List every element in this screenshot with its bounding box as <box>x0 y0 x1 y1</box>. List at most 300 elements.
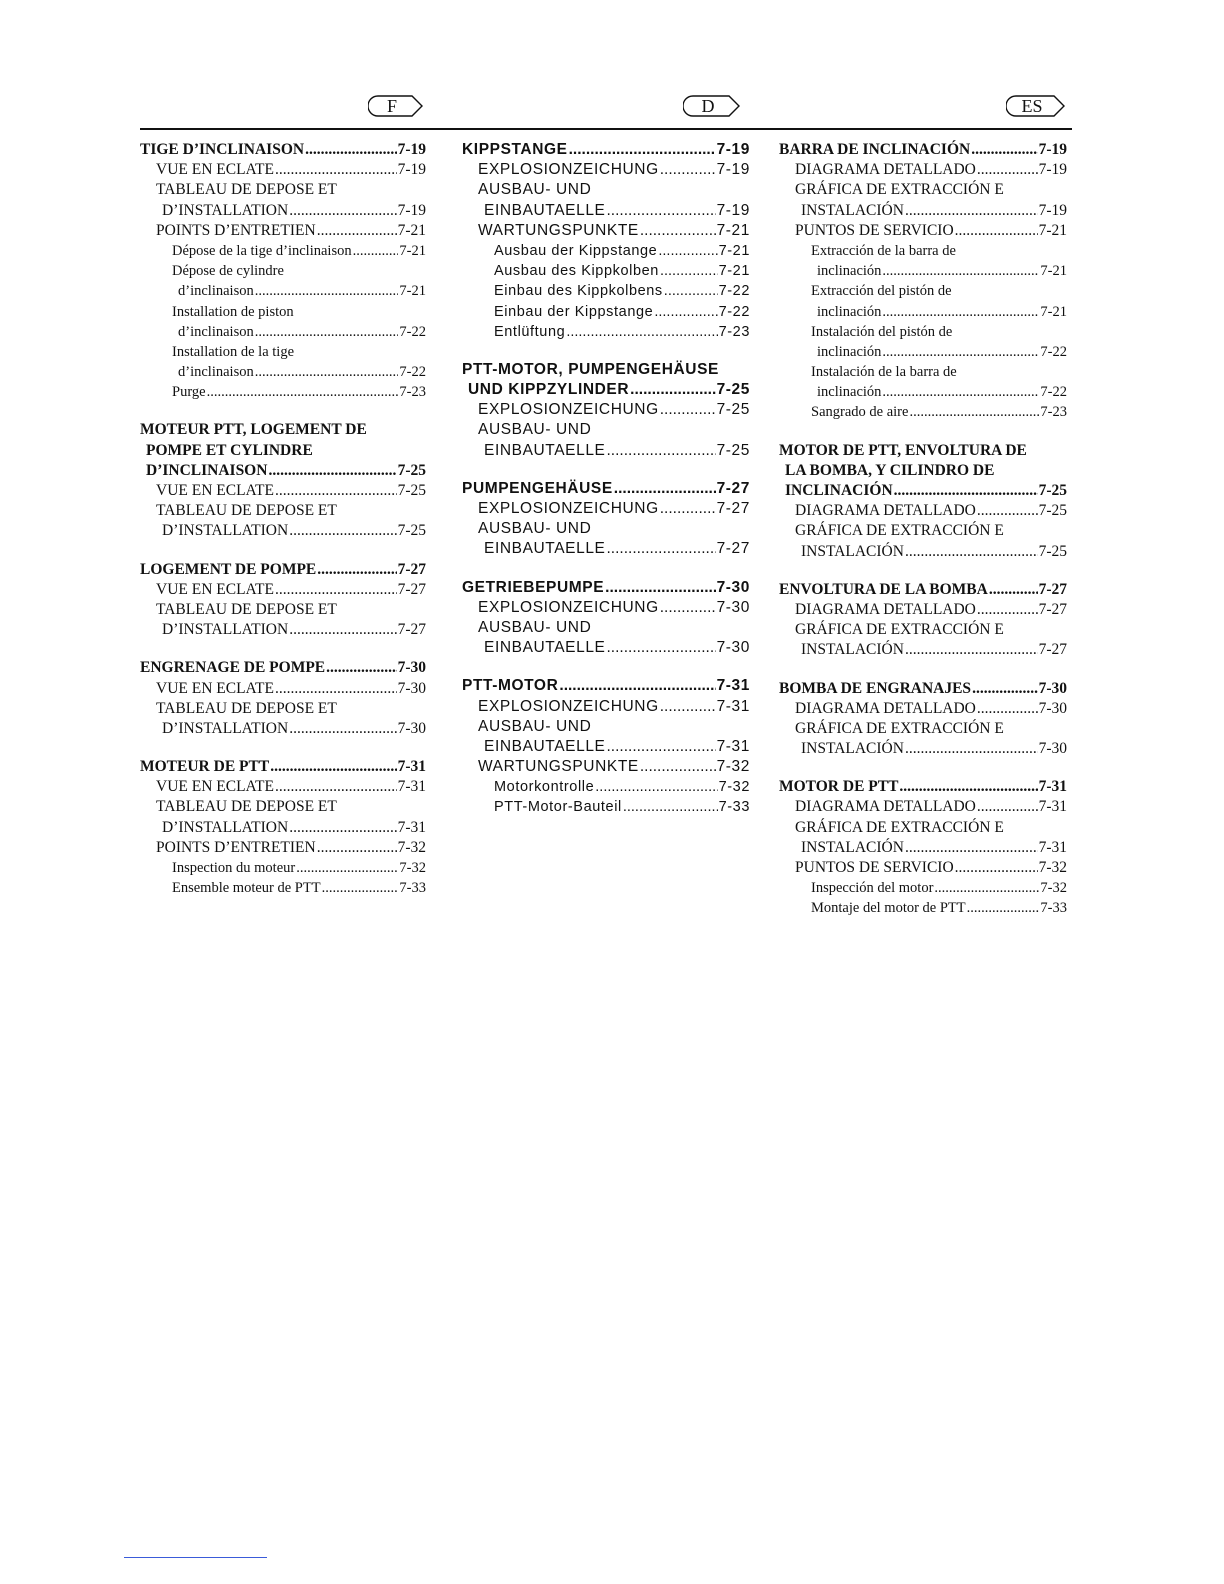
toc-column-spanish <box>779 140 1067 937</box>
toc-entry[interactable] <box>462 797 750 817</box>
dot-leader <box>275 679 397 699</box>
toc-entry-title: MOTOR DE PTT, ENVOLTURA DE <box>779 441 1027 459</box>
toc-entry[interactable] <box>779 600 1067 620</box>
toc-entry-title: D’INSTALLATION <box>162 522 289 540</box>
toc-entry[interactable] <box>462 598 750 618</box>
toc-page-number: 7-25 <box>397 522 426 540</box>
toc-entry[interactable] <box>462 717 750 737</box>
toc-entry-title: TABLEAU DE DEPOSE ET <box>156 699 337 717</box>
toc-entry-title: INSTALACIÓN <box>801 201 904 219</box>
toc-entry-title: Ausbau der Kippstange <box>494 242 658 259</box>
dot-leader <box>894 481 1038 501</box>
toc-section <box>140 140 426 402</box>
toc-heading[interactable] <box>462 578 750 598</box>
dot-leader <box>305 140 397 160</box>
toc-entry[interactable] <box>779 620 1067 640</box>
dot-leader <box>623 797 718 817</box>
toc-page-number: 7-21 <box>397 221 426 239</box>
toc-entry[interactable] <box>462 499 750 519</box>
toc-page-number: 7-30 <box>1038 679 1067 697</box>
dot-leader <box>255 322 399 342</box>
toc-entry-title: Dépose de la tige d’inclinaison <box>172 242 352 259</box>
dot-leader <box>971 140 1037 160</box>
toc-entry[interactable] <box>779 302 1067 322</box>
toc-entry-title: TABLEAU DE DEPOSE ET <box>156 181 337 199</box>
toc-entry-title: Inspection du moteur <box>172 860 296 876</box>
language-badge-de <box>683 94 741 118</box>
toc-entry-title: D’INCLINAISON <box>146 461 268 479</box>
toc-section <box>140 420 426 541</box>
toc-entry[interactable] <box>140 620 426 640</box>
toc-entry[interactable] <box>462 441 750 461</box>
toc-page-number: 7-19 <box>1038 141 1067 158</box>
toc-section <box>779 140 1067 423</box>
toc-heading[interactable] <box>140 441 426 461</box>
toc-entry[interactable] <box>140 221 426 241</box>
toc-page-number: 7-31 <box>1038 838 1067 856</box>
toc-entry-title: INSTALACIÓN <box>801 641 904 659</box>
toc-page-number: 7-31 <box>1038 798 1067 816</box>
toc-entry-title: EINBAUTAELLE <box>484 737 606 755</box>
toc-entry-title: UND KIPPZYLINDER <box>468 381 630 399</box>
toc-entry-title: ENVOLTURA DE LA BOMBA <box>779 580 988 598</box>
toc-entry[interactable] <box>140 521 426 541</box>
toc-section <box>462 578 750 659</box>
toc-heading[interactable] <box>779 441 1067 461</box>
toc-page-number: 7-23 <box>399 384 426 401</box>
dot-leader <box>255 281 399 301</box>
dot-leader <box>296 858 398 878</box>
toc-entry-title: Montaje del motor de PTT <box>811 900 966 917</box>
toc-page-number: 7-22 <box>1040 343 1067 360</box>
toc-entry[interactable] <box>462 400 750 420</box>
dot-leader <box>977 501 1038 521</box>
toc-column-german <box>462 140 750 836</box>
toc-section <box>462 479 750 560</box>
dot-leader <box>905 640 1038 660</box>
toc-page-number: 7-23 <box>1040 404 1067 421</box>
toc-section <box>779 441 1067 562</box>
toc-heading[interactable] <box>140 140 426 160</box>
toc-entry-title: LA BOMBA, Y CILINDRO DE <box>785 461 995 479</box>
toc-entry-title: DIAGRAMA DETALLADO <box>795 600 976 618</box>
toc-page-number: 7-21 <box>718 242 750 259</box>
dot-leader <box>275 580 397 600</box>
toc-page-number: 7-22 <box>718 303 750 320</box>
toc-entry-title: LOGEMENT DE POMPE <box>140 560 317 578</box>
dot-leader <box>289 719 396 739</box>
toc-entry[interactable] <box>140 362 426 382</box>
toc-page-number: 7-21 <box>1038 221 1067 239</box>
toc-entry[interactable] <box>462 638 750 658</box>
toc-entry-title: MOTEUR DE PTT <box>140 758 270 776</box>
toc-page-number: 7-31 <box>716 677 750 695</box>
dot-leader <box>289 818 396 838</box>
toc-entry[interactable] <box>140 160 426 180</box>
toc-entry[interactable] <box>462 160 750 180</box>
toc-page-number: 7-25 <box>1038 542 1067 560</box>
toc-entry-title: DIAGRAMA DETALLADO <box>795 798 976 816</box>
toc-heading[interactable] <box>140 658 426 678</box>
dot-leader <box>989 580 1038 600</box>
toc-heading[interactable] <box>462 479 750 499</box>
toc-heading[interactable] <box>779 481 1067 501</box>
toc-entry[interactable] <box>462 302 750 322</box>
badge-label: ES <box>1021 95 1043 116</box>
toc-heading[interactable] <box>779 679 1067 699</box>
toc-entry[interactable] <box>140 180 426 200</box>
toc-page-number: 7-25 <box>716 441 750 459</box>
toc-entry-title: TABLEAU DE DEPOSE ET <box>156 798 337 816</box>
toc-page-number: 7-31 <box>397 818 426 836</box>
dot-leader <box>595 777 717 797</box>
toc-entry[interactable] <box>779 898 1067 918</box>
toc-entry[interactable] <box>779 160 1067 180</box>
toc-entry-title: BARRA DE INCLINACIÓN <box>779 141 971 158</box>
toc-entry-title: EXPLOSIONZEICHUNG <box>478 161 659 179</box>
dot-leader <box>353 241 399 261</box>
dot-leader <box>977 699 1038 719</box>
toc-page-number: 7-27 <box>716 540 750 558</box>
toc-entry-title: Dépose de cylindre <box>172 263 284 280</box>
toc-page-number: 7-21 <box>716 221 750 239</box>
toc-entry-title: GRÁFICA DE EXTRACCIÓN E <box>795 719 1004 737</box>
dot-leader <box>660 160 716 180</box>
toc-entry-title: BOMBA DE ENGRANAJES <box>779 679 972 697</box>
dot-leader <box>606 539 715 559</box>
toc-entry[interactable] <box>140 501 426 521</box>
toc-page-number: 7-25 <box>397 461 426 479</box>
toc-page-number: 7-27 <box>1038 600 1067 618</box>
toc-page-number: 7-31 <box>397 778 426 796</box>
toc-entry[interactable] <box>779 382 1067 402</box>
toc-entry-title: D’INSTALLATION <box>162 201 289 219</box>
toc-page-number: 7-32 <box>716 758 750 776</box>
toc-entry[interactable] <box>140 777 426 797</box>
toc-page-number: 7-25 <box>1038 482 1067 499</box>
toc-entry[interactable] <box>462 777 750 797</box>
dot-leader <box>207 382 399 402</box>
toc-entry-title: AUSBAU- UND <box>478 717 592 735</box>
toc-page-number: 7-27 <box>397 560 426 578</box>
toc-page-number: 7-21 <box>718 263 750 280</box>
dot-leader <box>317 560 396 580</box>
toc-column-french <box>140 140 426 916</box>
toc-page-number: 7-33 <box>718 799 750 816</box>
toc-entry[interactable] <box>779 858 1067 878</box>
toc-entry[interactable] <box>462 737 750 757</box>
toc-entry[interactable] <box>779 322 1067 342</box>
toc-section <box>779 580 1067 661</box>
toc-page-number: 7-32 <box>397 838 426 856</box>
toc-entry-title: VUE EN ECLATE <box>156 580 274 598</box>
toc-entry[interactable] <box>140 797 426 817</box>
toc-entry-title: INSTALACIÓN <box>801 740 904 758</box>
toc-entry-title: GRÁFICA DE EXTRACCIÓN E <box>795 621 1004 639</box>
toc-entry[interactable] <box>462 221 750 241</box>
toc-entry[interactable] <box>462 757 750 777</box>
toc-entry-title: Purge <box>172 384 206 401</box>
toc-page-number: 7-21 <box>1040 263 1067 280</box>
toc-heading[interactable] <box>779 140 1067 160</box>
toc-entry-title: inclinación <box>817 303 882 320</box>
toc-page-number: 7-19 <box>397 141 426 158</box>
toc-entry-title: Extracción de la barra de <box>811 242 956 259</box>
toc-entry[interactable] <box>779 739 1067 759</box>
toc-entry-title: INSTALACIÓN <box>801 542 904 560</box>
toc-page-number: 7-21 <box>399 242 426 259</box>
toc-entry-title: DIAGRAMA DETALLADO <box>795 502 976 520</box>
toc-entry[interactable] <box>779 719 1067 739</box>
toc-entry-title: ENGRENAGE DE POMPE <box>140 659 326 677</box>
toc-entry-title: GRÁFICA DE EXTRACCIÓN E <box>795 818 1004 836</box>
toc-entry[interactable] <box>140 878 426 898</box>
toc-page-number: 7-30 <box>397 719 426 737</box>
toc-entry[interactable] <box>779 221 1067 241</box>
toc-entry[interactable] <box>779 501 1067 521</box>
toc-entry-title: D’INSTALLATION <box>162 818 289 836</box>
toc-entry-title: WARTUNGSPUNKTE <box>478 758 639 776</box>
dot-leader <box>664 281 718 301</box>
toc-entry[interactable] <box>779 261 1067 281</box>
toc-entry-title: DIAGRAMA DETALLADO <box>795 161 976 179</box>
toc-entry[interactable] <box>140 241 426 261</box>
toc-entry[interactable] <box>140 719 426 739</box>
toc-entry-title: INCLINACIÓN <box>785 482 893 499</box>
toc-section <box>779 679 1067 760</box>
toc-entry[interactable] <box>140 481 426 501</box>
toc-entry[interactable] <box>779 878 1067 898</box>
toc-heading[interactable] <box>140 461 426 481</box>
dot-leader <box>905 838 1038 858</box>
toc-entry[interactable] <box>140 382 426 402</box>
toc-entry[interactable] <box>462 180 750 200</box>
toc-entry[interactable] <box>779 342 1067 362</box>
toc-entry-title: Installation de piston <box>172 303 294 320</box>
toc-entry-title: Sangrado de aire <box>811 404 909 421</box>
toc-entry[interactable] <box>140 322 426 342</box>
toc-entry-title: Entlüftung <box>494 323 566 340</box>
toc-entry-title: WARTUNGSPUNKTE <box>478 221 639 239</box>
toc-entry[interactable] <box>140 818 426 838</box>
toc-entry-title: VUE EN ECLATE <box>156 161 274 179</box>
toc-page-number: 7-19 <box>1038 161 1067 179</box>
toc-heading[interactable] <box>779 580 1067 600</box>
dot-leader <box>660 697 716 717</box>
toc-entry-title: TABLEAU DE DEPOSE ET <box>156 600 337 618</box>
badge-label: F <box>386 95 397 116</box>
toc-page-number: 7-19 <box>716 161 750 179</box>
dot-leader <box>322 878 399 898</box>
toc-page-number: 7-30 <box>397 679 426 697</box>
dot-leader <box>977 600 1038 620</box>
toc-entry-title: PTT-MOTOR, PUMPENGEHÄUSE <box>462 360 719 378</box>
toc-entry[interactable] <box>779 362 1067 382</box>
toc-entry[interactable] <box>140 838 426 858</box>
toc-entry[interactable] <box>462 697 750 717</box>
toc-page-number: 7-32 <box>399 860 426 876</box>
toc-entry-title: EINBAUTAELLE <box>484 639 606 657</box>
toc-entry-title: AUSBAU- UND <box>478 520 592 538</box>
badge-label: D <box>701 95 715 116</box>
toc-page-number: 7-19 <box>397 201 426 219</box>
toc-entry[interactable] <box>140 679 426 699</box>
dot-leader <box>972 679 1038 699</box>
toc-page-number: 7-27 <box>397 621 426 639</box>
dot-leader <box>317 838 397 858</box>
toc-entry[interactable] <box>462 519 750 539</box>
toc-entry[interactable] <box>462 618 750 638</box>
toc-heading[interactable] <box>140 560 426 580</box>
toc-entry-title: EINBAUTAELLE <box>484 540 606 558</box>
toc-entry-title: VUE EN ECLATE <box>156 679 274 697</box>
dot-leader <box>882 302 1039 322</box>
dot-leader <box>605 578 715 598</box>
toc-page-number: 7-27 <box>1038 580 1067 598</box>
toc-entry[interactable] <box>140 201 426 221</box>
toc-entry[interactable] <box>779 797 1067 817</box>
toc-entry-title: AUSBAU- UND <box>478 618 592 636</box>
toc-page-number: 7-22 <box>718 283 750 300</box>
toc-entry[interactable] <box>462 201 750 221</box>
toc-heading[interactable] <box>779 461 1067 481</box>
toc-entry-title: inclinación <box>817 384 882 401</box>
toc-page-number: 7-19 <box>1038 201 1067 219</box>
toc-entry-title: Einbau des Kippkolbens <box>494 283 663 300</box>
toc-page-number: 7-25 <box>1038 502 1067 520</box>
toc-entry[interactable] <box>140 281 426 301</box>
dot-leader <box>289 620 396 640</box>
toc-entry-title: inclinación <box>817 263 882 280</box>
toc-entry-title: PTT-MOTOR <box>462 677 559 695</box>
toc-page-number: 7-31 <box>1038 778 1067 796</box>
dot-leader <box>955 221 1038 241</box>
dot-leader <box>977 797 1038 817</box>
toc-entry-title: Ensemble moteur de PTT <box>172 880 321 897</box>
toc-entry[interactable] <box>462 261 750 281</box>
toc-entry[interactable] <box>779 818 1067 838</box>
toc-page-number: 7-33 <box>1040 900 1067 917</box>
toc-page-number: 7-30 <box>397 659 426 677</box>
toc-entry[interactable] <box>462 322 750 342</box>
toc-entry[interactable] <box>779 838 1067 858</box>
dot-leader <box>326 658 396 678</box>
toc-page-number: 7-27 <box>397 580 426 598</box>
footer-rule <box>124 1557 267 1558</box>
toc-entry-title: GRÁFICA DE EXTRACCIÓN E <box>795 181 1004 199</box>
dot-leader <box>569 140 716 160</box>
toc-entry[interactable] <box>779 281 1067 301</box>
toc-entry[interactable] <box>140 600 426 620</box>
toc-entry[interactable] <box>779 201 1067 221</box>
dot-leader <box>977 160 1038 180</box>
toc-page-number: 7-22 <box>1040 384 1067 401</box>
toc-entry[interactable] <box>779 241 1067 261</box>
toc-entry[interactable] <box>779 640 1067 660</box>
toc-entry[interactable] <box>462 539 750 559</box>
toc-entry-title: GETRIEBEPUMPE <box>462 578 605 596</box>
toc-heading[interactable] <box>462 676 750 696</box>
dot-leader <box>255 362 399 382</box>
toc-heading[interactable] <box>779 777 1067 797</box>
header-rule <box>140 128 1072 130</box>
toc-entry-title: EINBAUTAELLE <box>484 441 606 459</box>
dot-leader <box>660 400 716 420</box>
toc-heading[interactable] <box>140 420 426 440</box>
toc-entry[interactable] <box>140 858 426 878</box>
dot-leader <box>909 402 1039 422</box>
dot-leader <box>606 201 715 221</box>
toc-entry[interactable] <box>779 521 1067 541</box>
toc-entry[interactable] <box>140 580 426 600</box>
dot-leader <box>660 261 718 281</box>
toc-heading[interactable] <box>140 757 426 777</box>
toc-entry[interactable] <box>779 542 1067 562</box>
dot-leader <box>614 479 716 499</box>
toc-page-number: 7-19 <box>716 141 750 158</box>
toc-entry-title: PUNTOS DE SERVICIO <box>795 859 954 876</box>
toc-entry[interactable] <box>462 420 750 440</box>
toc-page-number: 7-30 <box>1038 699 1067 717</box>
toc-entry[interactable] <box>140 302 426 322</box>
dot-leader <box>905 201 1038 221</box>
toc-entry-title: INSTALACIÓN <box>801 838 904 856</box>
toc-entry-title: VUE EN ECLATE <box>156 778 274 796</box>
toc-entry-title: PTT-Motor-Bauteil <box>494 799 622 816</box>
toc-entry-title: Instalación del pistón de <box>811 323 953 340</box>
toc-entry[interactable] <box>462 281 750 301</box>
toc-entry[interactable] <box>779 180 1067 200</box>
toc-entry-title: Ausbau des Kippkolben <box>494 263 659 280</box>
toc-page-number: 7-32 <box>1040 880 1067 897</box>
toc-entry-title: MOTOR DE PTT <box>779 778 899 796</box>
toc-entry-title: AUSBAU- UND <box>478 181 592 199</box>
toc-heading[interactable] <box>462 140 750 160</box>
toc-entry-title: Einbau der Kippstange <box>494 303 654 320</box>
toc-entry[interactable] <box>462 241 750 261</box>
dot-leader <box>660 598 716 618</box>
dot-leader <box>606 737 715 757</box>
toc-entry-title: Installation de la tige <box>172 343 295 360</box>
toc-entry[interactable] <box>140 261 426 281</box>
toc-entry[interactable] <box>779 699 1067 719</box>
toc-heading[interactable] <box>462 360 750 380</box>
toc-entry-title: Extracción del pistón de <box>811 283 952 300</box>
toc-entry[interactable] <box>140 699 426 719</box>
dot-leader <box>275 481 397 501</box>
toc-heading[interactable] <box>462 380 750 400</box>
toc-entry-title: DIAGRAMA DETALLADO <box>795 699 976 717</box>
toc-entry-title: D’INSTALLATION <box>162 621 289 639</box>
toc-page-number: 7-32 <box>1038 859 1067 876</box>
toc-page-number: 7-27 <box>1038 641 1067 659</box>
language-badge-es <box>1006 94 1066 118</box>
toc-section <box>140 658 426 739</box>
dot-leader <box>640 757 716 777</box>
dot-leader <box>905 739 1038 759</box>
toc-entry-title: Motorkontrolle <box>494 779 595 796</box>
toc-entry[interactable] <box>779 402 1067 422</box>
toc-section <box>462 360 750 461</box>
toc-page-number: 7-30 <box>1038 740 1067 758</box>
toc-entry[interactable] <box>140 342 426 362</box>
dot-leader <box>289 201 396 221</box>
toc-entry-title: Inspección del motor <box>811 880 934 897</box>
dot-leader <box>967 898 1040 918</box>
language-badge-fr <box>368 94 424 118</box>
toc-entry-title: MOTEUR PTT, LOGEMENT DE <box>140 421 367 439</box>
toc-page-number: 7-27 <box>716 500 750 517</box>
